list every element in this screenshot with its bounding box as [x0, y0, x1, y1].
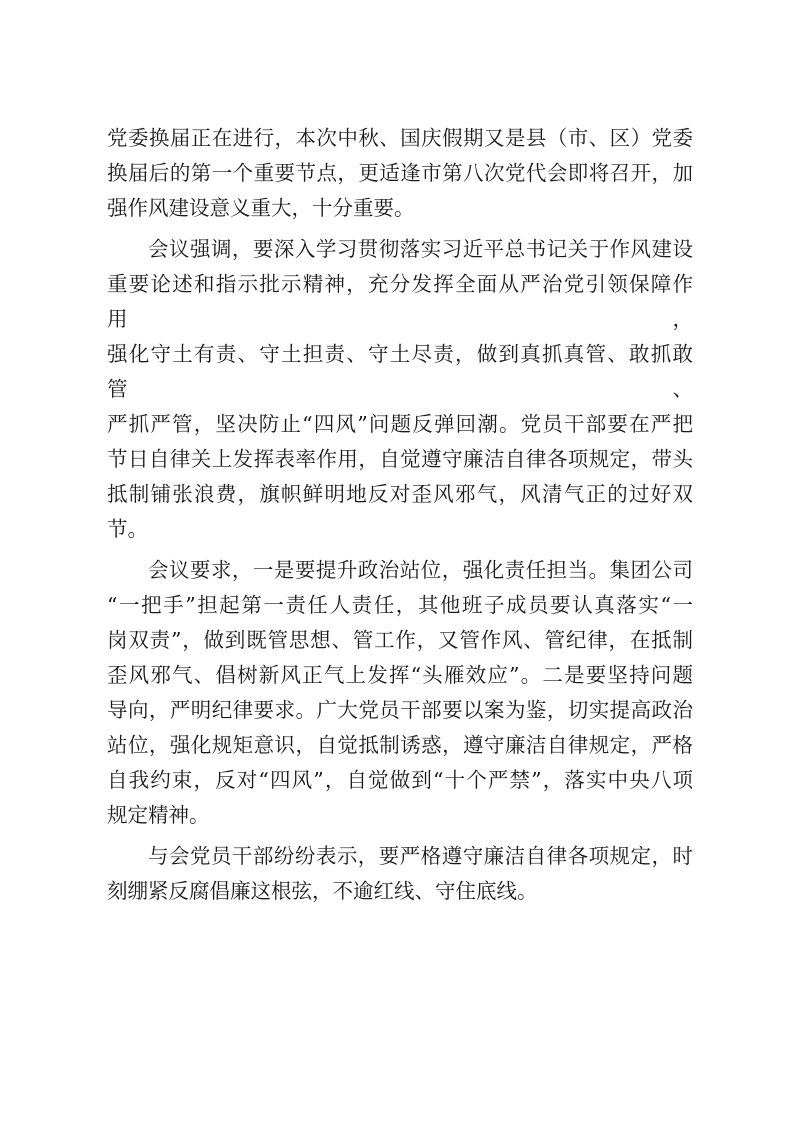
paragraph-3-line-7: 自我约束，反对“四风”，自觉做到“十个严禁”，落实中央八项 [107, 768, 693, 792]
paragraph-1-line-3: 强作风建设意义重大，十分重要。 [107, 196, 415, 220]
paragraph-3-line-8: 规定精神。 [107, 803, 210, 827]
paragraph-1-line-1: 党委换届正在进行，本次中秋、国庆假期又是县（市、区）党委 [107, 126, 693, 150]
paragraph-2-line-2: 重要论述和指示批示精神，充分发挥全面从严治党引领保障作用， [107, 272, 693, 331]
paragraph-3-line-1: 会议要求，一是要提升政治站位，强化责任担当。集团公司 [148, 558, 693, 582]
paragraph-1 [107, 121, 693, 226]
paragraph-3-line-2: “一把手”担起第一责任人责任，其他班子成员要认真落实“一 [107, 593, 693, 617]
paragraph-2-line-6: 抵制铺张浪费，旗帜鲜明地反对歪风邪气，风清气正的过好双节。 [107, 482, 693, 541]
paragraph-4-line-1: 与会党员干部纷纷表示，要严格遵守廉洁自律各项规定，时 [148, 844, 693, 868]
paragraph-3-line-5: 导向，严明纪律要求。广大党员干部要以案为鉴，切实提高政治 [107, 698, 693, 722]
paragraph-2-line-5: 节日自律关上发挥表率作用，自觉遵守廉洁自律各项规定，带头 [107, 447, 693, 471]
paragraph-3-line-6: 站位，强化规矩意识，自觉抵制诱惑，遵守廉洁自律规定，严格 [107, 733, 693, 757]
paragraph-2-line-4: 严抓严管，坚决防止“四风”问题反弹回潮。党员干部要在严把 [107, 412, 693, 436]
paragraph-2 [107, 232, 693, 547]
paragraph-1-line-2: 换届后的第一个重要节点，更适逢市第八次党代会即将召开，加 [107, 161, 693, 185]
paragraph-4 [107, 839, 693, 909]
document-body [107, 121, 693, 909]
paragraph-2-line-1: 会议强调，要深入学习贯彻落实习近平总书记关于作风建设 [148, 237, 693, 261]
paragraph-4-line-2: 刻绷紧反腐倡廉这根弦，不逾红线、守住底线。 [107, 879, 538, 903]
paragraph-3-line-4: 歪风邪气、倡树新风正气上发挥“头雁效应”。二是要坚持问题 [107, 663, 693, 687]
paragraph-3-line-3: 岗双责”，做到既管思想、管工作，又管作风、管纪律，在抵制 [107, 628, 693, 652]
paragraph-2-line-3: 强化守土有责、守土担责、守土尽责，做到真抓真管、敢抓敢管、 [107, 342, 693, 401]
paragraph-3 [107, 553, 693, 833]
